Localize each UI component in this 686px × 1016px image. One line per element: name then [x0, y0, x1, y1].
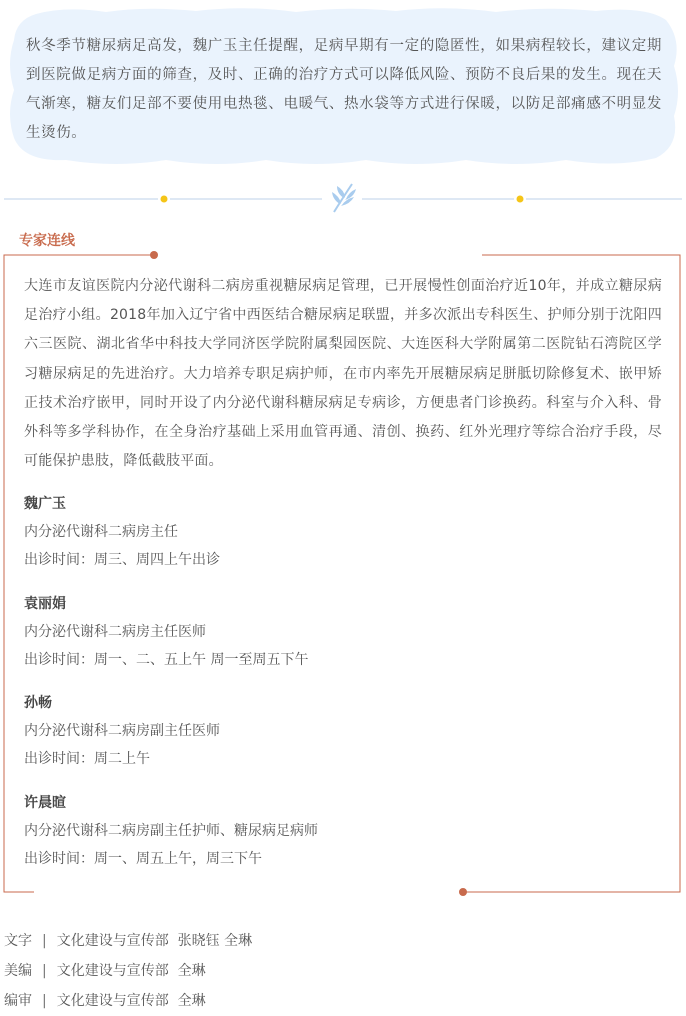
- credit-role: 编审: [4, 993, 32, 1009]
- credit-row: [4, 926, 252, 956]
- intro-text: 秋冬季节糖尿病足高发，魏广玉主任提醒，足病早期有一定的隐匿性，如果病程较长，建议定期到医院做足病方面的筛查，及时、正确的治疗方式可以降低风险、预防不良后果的发生。现在天气渐寒，糖友们足部不要使用电热毯、电暖气、热水袋等方式进行保暖，以防足部痛感不明显发生烫伤。: [26, 38, 662, 141]
- credit-role: 文字: [4, 933, 32, 949]
- expert-name: 孙畅: [24, 695, 52, 711]
- expert-card: [24, 789, 664, 873]
- section-description: 大连市友谊医院内分泌代谢科二病房重视糖尿病足管理，已开展慢性创面治疗近10年，并成立糖尿病足治疗小组。2018年加入辽宁省中西医结合糖尿病足联盟，并多次派出专科医生、护师分别于沈阳四六三医院、湖北省华中科技大学同济医学院附属梨园医院、大连医科大学附属第二医院钻石湾院区学习糖尿病足的先进治疗。大力培养专职足病护师，在市内率先开展糖尿病足胼胝切除修复术、嵌甲矫正技术治疗嵌甲，同时开设了内分泌代谢科糖尿病足专病诊，方便患者门诊换药。科室与介入科、骨外科等多学科协作，在全身治疗基础上采用血管再通、清创、换药、红外光理疗等综合治疗手段，尽可能保护患肢，降低截肢平面。: [24, 278, 662, 470]
- credit-separator: |: [42, 933, 47, 949]
- credit-dept: 文化建设与宣传部: [56, 963, 169, 979]
- expert-card: [24, 490, 664, 574]
- credit-row: [4, 986, 252, 1016]
- credit-role: 美编: [4, 963, 32, 979]
- expert-title: 内分泌代谢科二病房副主任医师: [24, 723, 220, 739]
- expert-title: 内分泌代谢科二病房副主任护师、糖尿病足病师: [24, 823, 318, 839]
- expert-name: 袁丽娟: [24, 596, 66, 612]
- divider-dot: [161, 196, 168, 203]
- credit-people: 全琳: [177, 963, 206, 979]
- expert-name: 许晨暄: [24, 795, 66, 811]
- credit-dept: 文化建设与宣传部: [56, 993, 169, 1009]
- expert-schedule: 出诊时间：周一、二、五上午 周一至周五下午: [24, 652, 309, 668]
- expert-title: 内分泌代谢科二病房主任医师: [24, 624, 206, 640]
- credits: [4, 926, 252, 1016]
- credit-separator: |: [42, 963, 47, 979]
- divider-dot: [517, 196, 524, 203]
- section-divider: [0, 182, 686, 216]
- expert-card: [24, 590, 664, 674]
- expert-schedule: 出诊时间：周三、周四上午出诊: [24, 552, 220, 568]
- frame-dot: [459, 888, 467, 896]
- leaf-icon: [332, 184, 356, 212]
- expert-title: 内分泌代谢科二病房主任: [24, 524, 178, 540]
- credit-people: 全琳: [177, 993, 206, 1009]
- expert-schedule: 出诊时间：周一、周五上午，周三下午: [24, 851, 262, 867]
- expert-schedule: 出诊时间：周二上午: [24, 751, 150, 767]
- frame-dot: [150, 251, 158, 259]
- credit-row: [4, 956, 252, 986]
- expert-name: 魏广玉: [24, 496, 66, 512]
- credit-separator: |: [42, 993, 47, 1009]
- credit-dept: 文化建设与宣传部: [56, 933, 169, 949]
- credit-people: 张晓钰 全琳: [177, 933, 253, 949]
- section-title: 专家连线: [19, 233, 75, 249]
- expert-card: [24, 689, 664, 773]
